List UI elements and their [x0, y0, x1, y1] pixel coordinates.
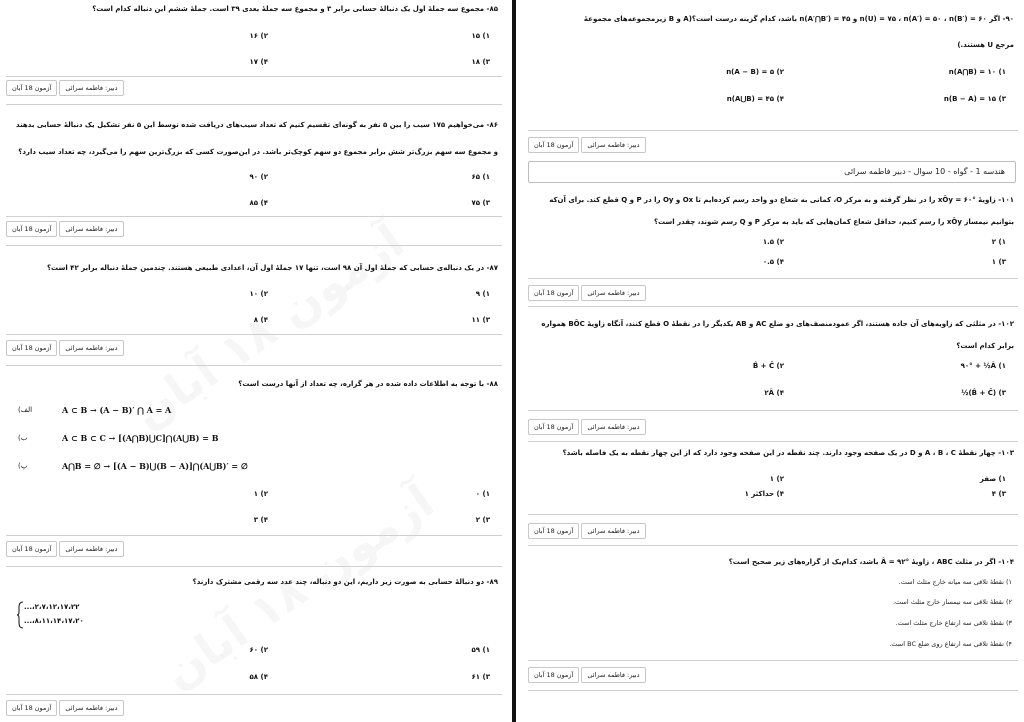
question-tags	[6, 541, 124, 557]
question-tags	[528, 667, 646, 683]
question-text: ۹۰- اگر n(U) = ۷۵ ، n(A′) = ۵۰ ، n(B′) = ۶۰ و n(A′⋂B′) = ۴۵ باشد، کدام گزینه درست است؟(A و B زیرمجموعه‌های مجموعهٔ	[583, 15, 1014, 23]
option-1[interactable]: ۱) ۵۹	[471, 646, 490, 654]
teacher-tag[interactable]: دبیر: فاطمه سرائی	[59, 541, 123, 557]
separator	[528, 545, 1018, 546]
question-101	[532, 189, 1014, 233]
exam-tag[interactable]: آزمون 18 آبان	[6, 340, 57, 356]
question-90	[532, 14, 1014, 50]
teacher-tag[interactable]: دبیر: فاطمه سرائی	[59, 221, 123, 237]
option-4[interactable]: ۴) ۰.۵	[762, 258, 784, 266]
question-87	[10, 263, 498, 273]
option-3[interactable]: n(B − A) = ۱۵ (۳	[943, 95, 1006, 103]
separator	[6, 245, 502, 246]
option-1[interactable]: ۱) ۶۵	[471, 173, 490, 181]
question-text: ۱۰۲- در مثلثی که زاویه‌های آن حاده هستند، اگر عمودمنصف‌های دو ضلع AC و AB یکدیگر را در نقطهٔ O قطع کنند، آنگاه زاویهٔ BÔC همواره برابر کدام است؟	[541, 320, 1014, 350]
separator	[528, 278, 1018, 279]
option-2[interactable]: B̂ + Ĉ (۲	[752, 362, 784, 370]
option-1[interactable]: ۱) ۰	[475, 490, 490, 498]
question-tags	[6, 700, 124, 716]
option-4[interactable]: ۴) ۳	[253, 516, 268, 524]
separator	[528, 514, 1018, 515]
option-1[interactable]: ۱) ۲	[991, 238, 1006, 246]
teacher-tag[interactable]: دبیر: فاطمه سرائی	[581, 523, 645, 539]
option-4[interactable]: ۲Â (۴	[764, 389, 784, 397]
question-104	[532, 557, 1014, 567]
separator	[528, 441, 1018, 442]
separator	[6, 216, 502, 217]
separator	[6, 694, 502, 695]
teacher-tag[interactable]: دبیر: فاطمه سرائی	[581, 137, 645, 153]
separator	[6, 566, 502, 567]
question-tags	[528, 419, 646, 435]
question-tags	[6, 340, 124, 356]
separator	[528, 660, 1018, 661]
option-4[interactable]: n(A⋃B) = ۴۵ (۴	[726, 95, 784, 103]
sequence-2: ۸،۱۱،۱۴،۱۷،۲۰،...	[24, 617, 84, 625]
option-1[interactable]: ۱) ۹	[475, 290, 490, 298]
exam-tag[interactable]: آزمون 18 آبان	[528, 667, 579, 683]
question-86	[10, 112, 498, 166]
option-4[interactable]: ۴) ۵۸	[249, 673, 268, 681]
option-1[interactable]: ۹۰° + ½Â (۱	[960, 362, 1006, 370]
option-3[interactable]: ۳) ۱۱	[471, 316, 490, 324]
section-header: هندسه 1 - گواه - 10 سوال - دبیر فاطمه سرائی	[528, 161, 1016, 183]
statement-b: A ⊂ B ⊂ C → [(A⋂B)⋃C]⋂(A⋃B) = B	[62, 433, 219, 443]
exam-tag[interactable]: آزمون 18 آبان	[528, 137, 579, 153]
exam-tag[interactable]: آزمون 18 آبان	[6, 541, 57, 557]
option-3[interactable]: ۳) ۱	[991, 258, 1006, 266]
question-text: ۱۰۱- زاویهٔ xÔy = ۶۰° را در نظر گرفته و به مرکز O، کمانی به شعاع دو واحد رسم کرده‌ایم تا Ox و Oy را در P و Q قطع کند. برای آن‌که بتوانیم نیمساز xÔy را رسم کنیم، حداقل شعاع کمان‌هایی که باید به مرکز P و Q رسم شوند، چقدر است؟	[549, 196, 1014, 226]
separator	[528, 690, 1018, 691]
option-2[interactable]: ۲) ۱	[253, 490, 268, 498]
option-3[interactable]: ۳) ۶۱	[471, 673, 490, 681]
question-85	[10, 4, 498, 14]
statement-b-label: ب)	[18, 434, 28, 442]
option-1[interactable]: ۱) صفر	[979, 475, 1006, 483]
option-4[interactable]: ۴) ۱۷	[249, 58, 268, 66]
option-2[interactable]: ۲) ۶۰	[249, 646, 268, 654]
option-2[interactable]: ۲) ۹۰	[249, 173, 268, 181]
option-3[interactable]: ۳) ۱۸	[471, 58, 490, 66]
exam-tag[interactable]: آزمون 18 آبان	[6, 221, 57, 237]
teacher-tag[interactable]: دبیر: فاطمه سرائی	[581, 667, 645, 683]
teacher-tag[interactable]: دبیر: فاطمه سرائی	[581, 419, 645, 435]
question-text: ۱۰۳- چهار نقطهٔ A ، B ، C و D در یک صفحه وجود دارند. چند نقطه در این صفحه وجود دارد که از این چهار نقطه به یک فاصله باشد؟	[562, 449, 1014, 457]
option-4[interactable]: ۴) نقطهٔ تلاقی سه ارتفاع روی ضلع BC است.	[889, 640, 1012, 648]
question-text: ۸۷- در یک دنباله‌ی حسابی که جملهٔ اول آن ۹۸ است، تنها ۱۷ جملهٔ اول آن، اعدادی طبیعی هستند. چندمین جملهٔ دنباله برابر ۴۲ است؟	[46, 264, 498, 272]
separator	[6, 365, 502, 366]
separator	[6, 104, 502, 105]
exam-tag[interactable]: آزمون 18 آبان	[528, 523, 579, 539]
option-3[interactable]: ۳) ۴	[991, 490, 1006, 498]
brace-icon	[16, 601, 24, 629]
question-tags	[528, 285, 646, 301]
question-text: ۱۰۴- اگر در مثلث ABC ، زاویهٔ Â = ۹۲° باشد، کدام‌یک از گزاره‌های زیر صحیح است؟	[728, 558, 1014, 566]
watermark	[153, 474, 443, 700]
exam-tag[interactable]: آزمون 18 آبان	[528, 419, 579, 435]
statement-a-label: الف)	[18, 406, 33, 414]
question-tags	[528, 137, 646, 153]
option-1[interactable]: ۱) نقطهٔ تلاقی سه میانه خارج مثلث است.	[898, 578, 1012, 586]
left-column	[0, 0, 508, 722]
option-2[interactable]: ۲) نقطهٔ تلاقی سه نیمساز خارج مثلث است.	[892, 598, 1012, 606]
statement-a: A ⊂ B → (A − B)′ ⋂ A = A	[62, 405, 172, 415]
exam-tag[interactable]: آزمون 18 آبان	[6, 80, 57, 96]
separator	[6, 535, 502, 536]
option-1[interactable]: ۱) ۱۵	[471, 32, 490, 40]
separator	[6, 76, 502, 77]
question-tags	[6, 221, 124, 237]
option-2[interactable]: ۲) ۱۶	[249, 32, 268, 40]
option-2[interactable]: ۲) ۱۰	[249, 290, 268, 298]
exam-tag[interactable]: آزمون 18 آبان	[528, 285, 579, 301]
option-1[interactable]: n(A⋂B) = ۱۰ (۱	[948, 68, 1006, 76]
question-text: ۸۶- می‌خواهیم ۱۷۵ سیب را بین ۵ نفر به گونه‌ای تقسیم کنیم که تعداد سیب‌های دریافت شده توسط این ۵ نفر تشکیل یک دنبالهٔ حسابی بدهند و مجموع سه سهم بزرگ‌تر شش برابر مجموع دو سهم کوچک‌تر باشد. در این‌صورت کسی که بزرگ‌ترین سهم را می‌گیرد، چه تعداد سیب دارد؟	[16, 121, 498, 156]
option-3[interactable]: ۳) ۷۵	[471, 199, 490, 207]
option-2[interactable]: n(A − B) = ۵ (۲	[726, 68, 784, 76]
statement-c-label: پ)	[18, 462, 28, 470]
separator	[6, 334, 502, 335]
option-2[interactable]: ۲) ۱	[769, 475, 784, 483]
question-tags	[6, 80, 124, 96]
question-103	[532, 448, 1014, 458]
option-4[interactable]: ۴) ۸۵	[249, 199, 268, 207]
option-4[interactable]: ۴) حداکثر ۱	[744, 490, 784, 498]
question-102	[532, 313, 1014, 357]
option-3[interactable]: ½(B̂ + Ĉ) (۳	[961, 389, 1006, 397]
option-2[interactable]: ۲) ۱.۵	[762, 238, 784, 246]
column-divider	[512, 0, 516, 722]
option-3[interactable]: ۳) نقطهٔ تلاقی سه ارتفاع خارج مثلث است.	[895, 619, 1012, 627]
sequence-1: ۲،۷،۱۲،۱۷،۲۲،...	[24, 603, 80, 611]
option-3[interactable]: ۳) ۲	[475, 516, 490, 524]
question-text-continued: مرجع U هستند.)	[957, 41, 1014, 49]
statement-c: A⋂B = ∅ → [(A − B)⋃(B − A)]⋂(A⋃B)′ = ∅	[62, 461, 248, 471]
option-4[interactable]: ۴) ۸	[253, 316, 268, 324]
separator	[528, 410, 1018, 411]
separator	[528, 306, 1018, 307]
teacher-tag[interactable]: دبیر: فاطمه سرائی	[59, 700, 123, 716]
question-text: ۸۵- مجموع سه جملهٔ اول یک دنبالهٔ حسابی برابر ۳ و مجموع سه جملهٔ بعدی ۳۹ است. جملهٔ ششم این دنباله کدام است؟	[92, 5, 498, 13]
question-text: ۸۸- با توجه به اطلاعات داده شده در هر گزاره، چه تعداد از آنها درست است؟	[238, 380, 498, 388]
teacher-tag[interactable]: دبیر: فاطمه سرائی	[581, 285, 645, 301]
question-88	[10, 379, 498, 389]
right-column	[522, 0, 1024, 722]
exam-tag[interactable]: آزمون 18 آبان	[6, 700, 57, 716]
teacher-tag[interactable]: دبیر: فاطمه سرائی	[59, 80, 123, 96]
separator	[528, 130, 1018, 131]
question-tags	[528, 523, 646, 539]
question-89	[10, 577, 498, 587]
teacher-tag[interactable]: دبیر: فاطمه سرائی	[59, 340, 123, 356]
question-text: ۸۹- دو دنبالهٔ حسابی به صورت زیر داریم، این دو دنباله، چند عدد سه رقمی مشترک دارند؟	[192, 578, 498, 586]
